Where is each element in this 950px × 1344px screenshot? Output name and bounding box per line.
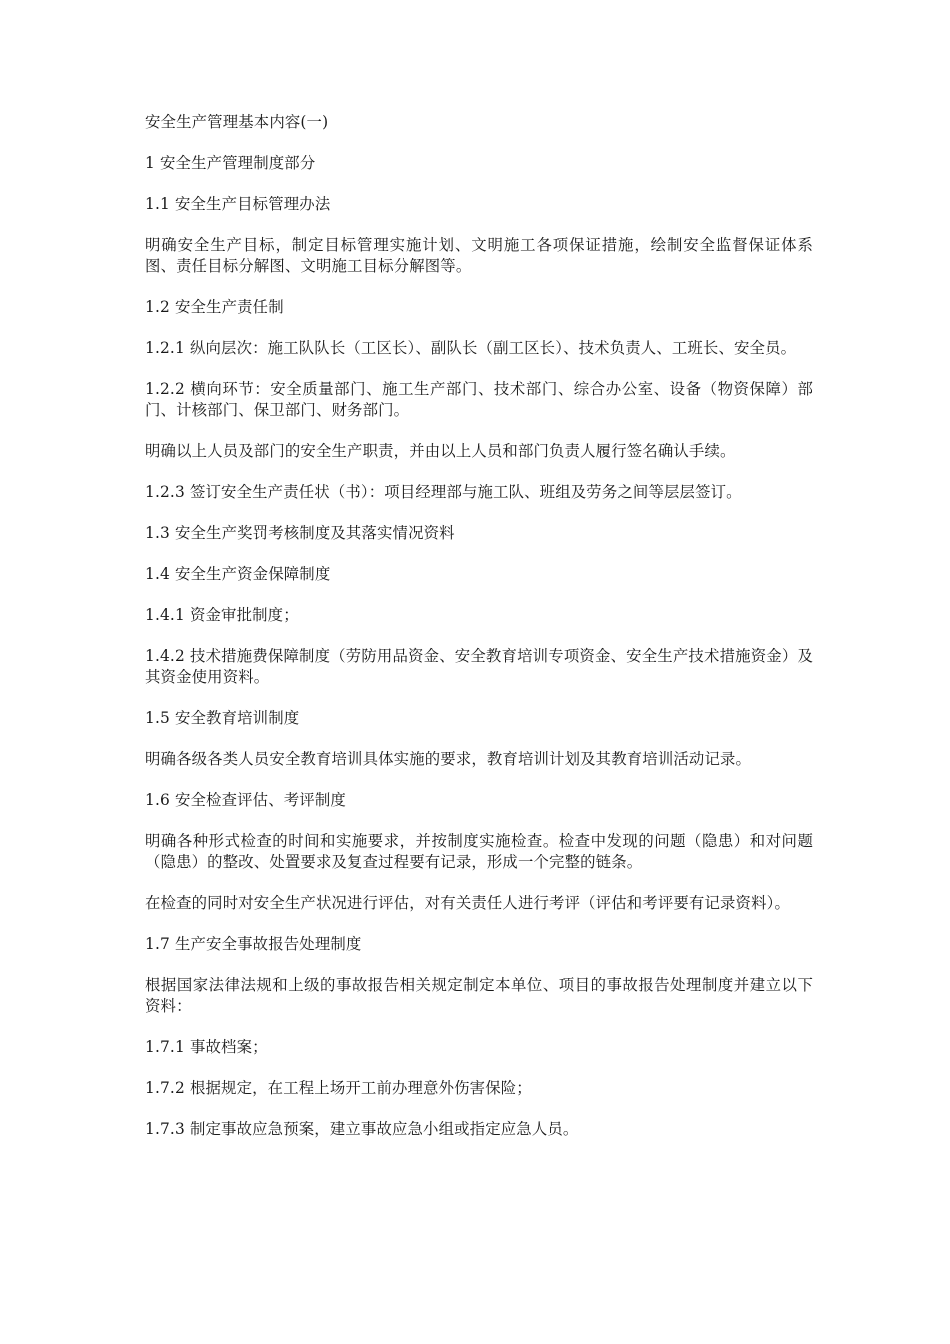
body-paragraph: 1.4.1 资金审批制度；	[145, 606, 299, 624]
section-heading: 1 安全生产管理制度部分	[145, 154, 316, 172]
body-paragraph: 1.2.2 横向环节：安全质量部门、施工生产部门、技术部门、综合办公室、设备（物资保障）部门、计核部门、保卫部门、财务部门。	[145, 380, 813, 419]
subsection-heading: 1.7 生产安全事故报告处理制度	[145, 935, 362, 953]
subsection-heading: 1.6 安全检查评估、考评制度	[145, 791, 346, 809]
document-title: 安全生产管理基本内容(一)	[145, 113, 329, 131]
body-paragraph: 在检查的同时对安全生产状况进行评估，对有关责任人进行考评（评估和考评要有记录资料）。	[145, 894, 791, 912]
body-paragraph: 明确各种形式检查的时间和实施要求，并按制度实施检查。检查中发现的问题（隐患）和对问题（隐患）的整改、处置要求及复查过程要有记录，形成一个完整的链条。	[145, 832, 813, 871]
subsection-heading: 1.3 安全生产奖罚考核制度及其落实情况资料	[145, 524, 455, 542]
subsection-heading: 1.4 安全生产资金保障制度	[145, 565, 331, 583]
body-paragraph: 根据国家法律法规和上级的事故报告相关规定制定本单位、项目的事故报告处理制度并建立以下资料：	[145, 976, 813, 1015]
body-paragraph: 1.2.1 纵向层次：施工队队长（工区长）、副队长（副工区长）、技术负责人、工班长、安全员。	[145, 339, 797, 357]
document-body	[145, 112, 813, 1160]
body-paragraph: 1.2.3 签订安全生产责任状（书）：项目经理部与施工队、班组及劳务之间等层层签订。	[145, 483, 742, 501]
body-paragraph: 明确以上人员及部门的安全生产职责，并由以上人员和部门负责人履行签名确认手续。	[145, 442, 736, 460]
subsection-heading: 1.1 安全生产目标管理办法	[145, 195, 331, 213]
body-paragraph: 1.7.3 制定事故应急预案，建立事故应急小组或指定应急人员。	[145, 1120, 579, 1138]
body-paragraph: 1.7.2 根据规定，在工程上场开工前办理意外伤害保险；	[145, 1079, 532, 1097]
body-paragraph: 1.7.1 事故档案；	[145, 1038, 268, 1056]
body-paragraph: 明确各级各类人员安全教育培训具体实施的要求，教育培训计划及其教育培训活动记录。	[145, 750, 752, 768]
body-paragraph: 1.4.2 技术措施费保障制度（劳防用品资金、安全教育培训专项资金、安全生产技术措施资金）及其资金使用资料。	[145, 647, 813, 686]
body-paragraph: 明确安全生产目标，制定目标管理实施计划、文明施工各项保证措施，绘制安全监督保证体系图、责任目标分解图、文明施工目标分解图等。	[145, 236, 813, 275]
subsection-heading: 1.2 安全生产责任制	[145, 298, 284, 316]
subsection-heading: 1.5 安全教育培训制度	[145, 709, 300, 727]
